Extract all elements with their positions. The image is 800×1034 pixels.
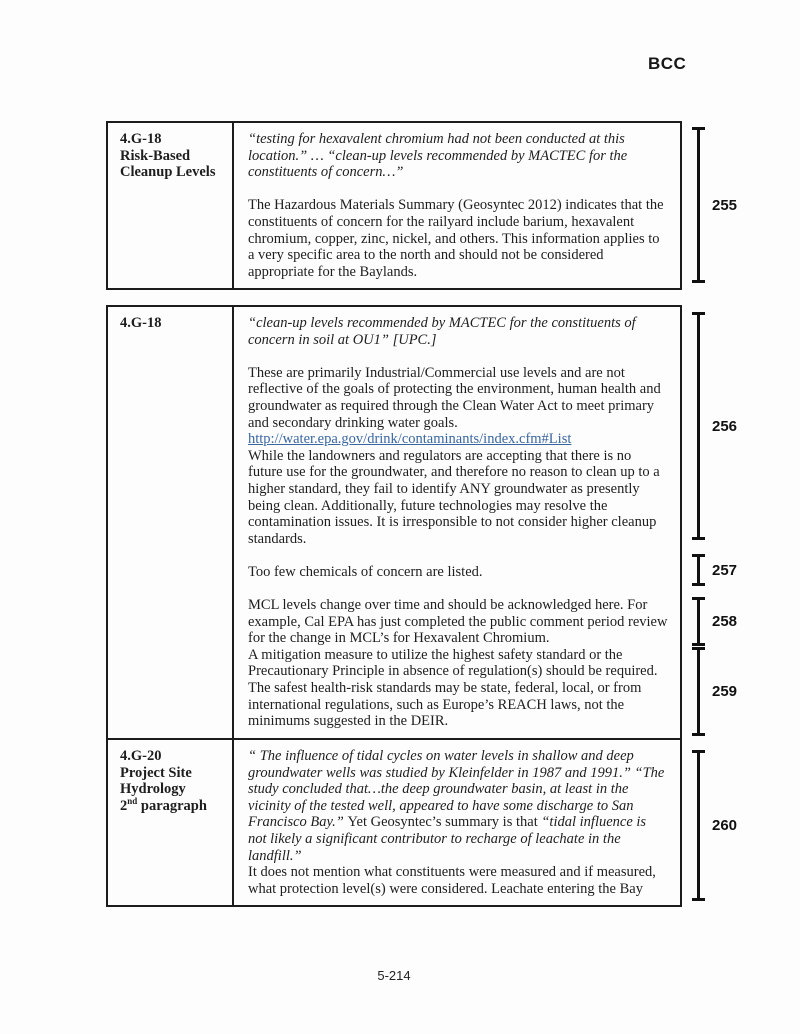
- paragraph: [248, 365, 668, 431]
- comment-number: 257: [712, 561, 738, 579]
- text-run: Cleanup Levels: [120, 164, 216, 181]
- text-run: 4.G-18: [120, 315, 162, 331]
- comment-text-cell: [234, 307, 680, 738]
- paragraph: [248, 864, 668, 897]
- paragraph: [248, 647, 668, 730]
- text-run: “clean-up levels recommended by MACTEC for the constituents of concern in soil at OU1” [UPC.]: [248, 315, 636, 348]
- table-row: [108, 738, 680, 905]
- comment-bracket-259: [692, 647, 737, 736]
- text-run: “ The influence of tidal cycles on water levels in shallow and deep groundwater wells was studied by Kleinfelder in 1987 and 1991.” “The study concluded that…the deep groundwater basin, at least in the vicinity of the tested well, appeared to have some discharge to San Francisco Bay.”: [248, 748, 665, 831]
- paragraph: [248, 315, 668, 348]
- text-run: 4.G-18: [120, 131, 162, 147]
- text-run: MCL levels change over time and should be acknowledged here. For example, Cal EPA has just completed the public comment period review for the change in MCL’s for Hexavalent Chromium.: [248, 597, 668, 647]
- text-run: “testing for hexavalent chromium had not been conducted at this location.” … “clean-up levels recommended by MACTEC for the constituents of concern…”: [248, 131, 628, 181]
- page-number: 5-214: [377, 968, 411, 983]
- text-run: Hydrology: [120, 781, 186, 798]
- bracket-stem: [697, 130, 700, 280]
- comment-text-cell: [234, 740, 680, 905]
- bracket-stem: [697, 315, 700, 537]
- text-run: 4.G-20: [120, 748, 162, 764]
- bracket-stem: [697, 650, 700, 733]
- text-run: nd: [127, 795, 138, 806]
- bracket-stem: [697, 557, 700, 583]
- page-header-bcc: BCC: [648, 54, 687, 73]
- paragraph: [248, 131, 668, 181]
- comment-bracket-255: [692, 127, 737, 283]
- paragraph: [120, 164, 227, 181]
- paragraph: [248, 597, 668, 647]
- bracket-line-icon: [692, 127, 705, 283]
- comment-bracket-256: [692, 312, 737, 540]
- paragraph: [248, 431, 668, 448]
- text-run: It does not mention what constituents were measured and if measured, what protection level(s) were considered. Leachate entering the Bay: [248, 864, 656, 897]
- bracket-line-icon: [692, 750, 705, 901]
- bracket-line-icon: [692, 597, 705, 646]
- comment-topic-cell: [108, 123, 234, 288]
- comment-bracket-260: [692, 750, 737, 901]
- paragraph: [120, 748, 227, 765]
- text-run: The Hazardous Materials Summary (Geosyntec 2012) indicates that the constituents of concern for the railyard include barium, hexavalent chromium, copper, zinc, nickel, and others. This information applies to a very specific area to the north and should not be considered appropriate for the Baylands.: [248, 197, 664, 280]
- text-run: “tidal influence is not likely a significant contributor to recharge of leachate in the landfill.”: [248, 814, 647, 864]
- comment-number: 258: [712, 613, 738, 630]
- paragraph: [248, 564, 668, 581]
- text-run: Risk-Based: [120, 147, 191, 164]
- text-run: These are primarily Industrial/Commercial use levels and are not reflective of the goals of protecting the environment, human health and groundwater as required through the Clean Water Act to meet primary and secondary drinking water goals.: [248, 364, 661, 431]
- paragraph: [248, 448, 668, 548]
- text-run: paragraph: [137, 797, 207, 814]
- text-run: While the landowners and regulators are accepting that there is no future use for the groundwater, and therefore no reason to clean up to a higher standard, they fail to identify ANY groundwater as presently being clean. Additionally, future technologies may resolve the contamination issues. It is irresponsible to not consider higher cleanup standards.: [248, 447, 660, 547]
- comment-number: 260: [712, 817, 738, 834]
- paragraph: [120, 795, 227, 815]
- comment-number: 259: [712, 683, 738, 700]
- comment-number: 255: [712, 196, 738, 214]
- text-run: Project Site: [120, 764, 192, 781]
- table-row: [108, 123, 680, 288]
- bracket-stem: [697, 753, 700, 898]
- paragraph: [120, 315, 227, 332]
- bracket-line-icon: [692, 647, 705, 736]
- paragraph: [120, 765, 227, 782]
- comment-text-cell: [234, 123, 680, 288]
- comment-table-255: [106, 121, 682, 290]
- text-run: Yet Geosyntec’s summary is that: [347, 814, 542, 831]
- comment-topic-cell: [108, 740, 234, 905]
- paragraph: [120, 148, 227, 165]
- bracket-line-icon: [692, 554, 705, 586]
- table-row: [108, 307, 680, 738]
- paragraph: [248, 748, 668, 864]
- epa-contaminants-link[interactable]: http://water.epa.gov/drink/contaminants/index.cfm#List: [248, 431, 572, 448]
- comment-table-256-260: [106, 305, 682, 907]
- text-run: 2: [120, 797, 128, 814]
- comment-bracket-257: [692, 554, 737, 586]
- paragraph: [120, 131, 227, 148]
- comment-bracket-258: [692, 597, 737, 646]
- text-run: A mitigation measure to utilize the highest safety standard or the Precautionary Principle in absence of regulation(s) should be required. The safest health-risk standards may be state, federal, local, or from international regulations, such as Europe’s REACH laws, not the minimums suggested in the DEIR.: [248, 646, 658, 730]
- text-run: Too few chemicals of concern are listed.: [248, 563, 483, 580]
- paragraph: [248, 197, 668, 280]
- bracket-line-icon: [692, 312, 705, 540]
- comment-number: 256: [712, 417, 738, 435]
- comment-topic-cell: [108, 307, 234, 738]
- bracket-stem: [697, 600, 700, 643]
